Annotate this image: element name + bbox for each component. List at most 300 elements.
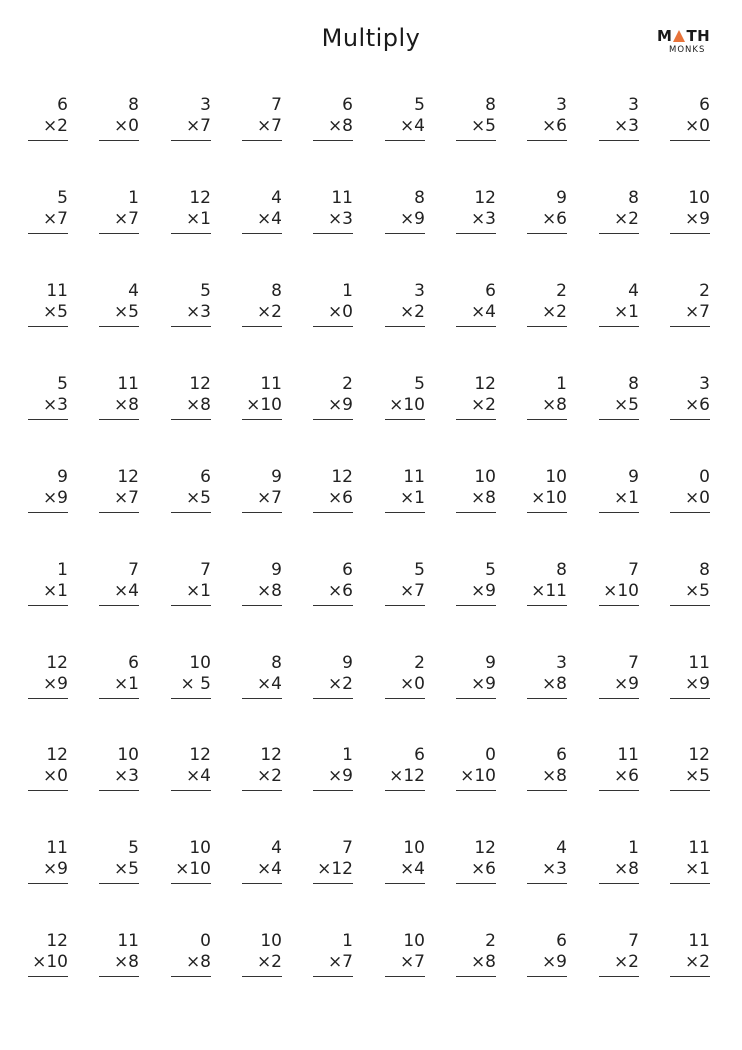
- answer-line: [313, 698, 353, 699]
- answer-line: [171, 140, 211, 141]
- multiplication-problem: [313, 281, 353, 329]
- multiplication-problem: [670, 188, 710, 236]
- multiplication-problem: [313, 838, 353, 886]
- multiplicand: 12: [46, 745, 68, 765]
- multiplication-problem: [313, 745, 353, 793]
- multiplicand: 7: [628, 560, 639, 580]
- answer-line: [385, 419, 425, 420]
- multiplicand: 12: [117, 467, 139, 487]
- multiplier: ×8: [613, 859, 639, 879]
- multiplication-problem: [99, 467, 139, 515]
- multiplication-problem: [527, 95, 567, 143]
- multiplier: ×1: [113, 674, 139, 694]
- multiplier: × 5: [180, 674, 211, 694]
- answer-line: [28, 326, 68, 327]
- answer-line: [28, 233, 68, 234]
- multiplier: ×8: [541, 766, 567, 786]
- multiplicand: 11: [117, 374, 139, 394]
- multiplication-problem: [313, 374, 353, 422]
- answer-line: [527, 419, 567, 420]
- multiplication-problem: [599, 467, 639, 515]
- answer-line: [313, 976, 353, 977]
- multiplier: ×5: [42, 302, 68, 322]
- multiplication-problem: [242, 95, 282, 143]
- multiplication-problem: [527, 281, 567, 329]
- multiplication-problem: [28, 281, 68, 329]
- multiplication-problem: [670, 374, 710, 422]
- multiplicand: 7: [200, 560, 211, 580]
- answer-line: [527, 512, 567, 513]
- multiplication-problem: [171, 653, 211, 701]
- multiplication-problem: [599, 560, 639, 608]
- multiplicand: 9: [628, 467, 639, 487]
- multiplication-problem: [385, 95, 425, 143]
- answer-line: [599, 698, 639, 699]
- answer-line: [28, 976, 68, 977]
- multiplier: ×7: [684, 302, 710, 322]
- multiplicand: 10: [117, 745, 139, 765]
- multiplication-problem: [456, 931, 496, 979]
- answer-line: [670, 976, 710, 977]
- multiplicand: 10: [688, 188, 710, 208]
- multiplicand: 8: [414, 188, 425, 208]
- multiplier: ×5: [113, 302, 139, 322]
- answer-line: [99, 512, 139, 513]
- multiplication-problem: [99, 838, 139, 886]
- multiplicand: 7: [342, 838, 353, 858]
- multiplier: ×4: [113, 581, 139, 601]
- multiplicand: 12: [46, 653, 68, 673]
- multiplier: ×9: [684, 209, 710, 229]
- answer-line: [313, 790, 353, 791]
- answer-line: [385, 976, 425, 977]
- multiplier: ×8: [470, 952, 496, 972]
- multiplier: ×7: [256, 116, 282, 136]
- answer-line: [456, 976, 496, 977]
- multiplicand: 11: [117, 931, 139, 951]
- multiplier: ×1: [185, 209, 211, 229]
- multiplier: ×10: [531, 488, 567, 508]
- multiplicand: 0: [699, 467, 710, 487]
- multiplier: ×10: [175, 859, 211, 879]
- multiplier: ×7: [327, 952, 353, 972]
- multiplier: ×10: [32, 952, 68, 972]
- multiplication-problem: [599, 95, 639, 143]
- multiplicand: 5: [485, 560, 496, 580]
- answer-line: [313, 419, 353, 420]
- multiplier: ×6: [613, 766, 639, 786]
- answer-line: [28, 790, 68, 791]
- answer-line: [527, 605, 567, 606]
- multiplier: ×2: [541, 302, 567, 322]
- multiplier: ×10: [389, 395, 425, 415]
- multiplier: ×9: [470, 581, 496, 601]
- answer-line: [670, 605, 710, 606]
- multiplication-problem: [313, 931, 353, 979]
- answer-line: [527, 976, 567, 977]
- multiplier: ×1: [684, 859, 710, 879]
- multiplication-problem: [385, 560, 425, 608]
- answer-line: [242, 326, 282, 327]
- answer-line: [242, 419, 282, 420]
- logo-word-left: M: [657, 27, 673, 45]
- multiplier: ×4: [470, 302, 496, 322]
- multiplication-problem: [242, 931, 282, 979]
- multiplier: ×5: [185, 488, 211, 508]
- multiplicand: 4: [556, 838, 567, 858]
- multiplier: ×1: [185, 581, 211, 601]
- multiplicand: 3: [699, 374, 710, 394]
- multiplication-problem: [99, 745, 139, 793]
- multiplication-problem: [242, 745, 282, 793]
- multiplicand: 12: [474, 188, 496, 208]
- answer-line: [28, 605, 68, 606]
- multiplicand: 6: [414, 745, 425, 765]
- multiplicand: 5: [414, 560, 425, 580]
- multiplication-problem: [670, 95, 710, 143]
- answer-line: [599, 883, 639, 884]
- multiplier: ×3: [113, 766, 139, 786]
- multiplication-problem: [313, 188, 353, 236]
- answer-line: [99, 419, 139, 420]
- multiplier: ×0: [42, 766, 68, 786]
- answer-line: [28, 698, 68, 699]
- multiplication-problem: [456, 467, 496, 515]
- logo-word-right: TH: [686, 27, 711, 45]
- answer-line: [670, 233, 710, 234]
- multiplicand: 4: [271, 188, 282, 208]
- multiplier: ×12: [317, 859, 353, 879]
- multiplier: ×7: [185, 116, 211, 136]
- multiplicand: 6: [57, 95, 68, 115]
- multiplier: ×2: [613, 952, 639, 972]
- multiplicand: 2: [414, 653, 425, 673]
- answer-line: [670, 326, 710, 327]
- multiplicand: 1: [342, 745, 353, 765]
- multiplicand: 12: [189, 374, 211, 394]
- multiplicand: 3: [200, 95, 211, 115]
- multiplication-problem: [456, 653, 496, 701]
- multiplier: ×4: [256, 674, 282, 694]
- multiplicand: 12: [474, 374, 496, 394]
- answer-line: [456, 326, 496, 327]
- answer-line: [456, 233, 496, 234]
- multiplicand: 10: [189, 653, 211, 673]
- multiplicand: 3: [556, 653, 567, 673]
- answer-line: [385, 883, 425, 884]
- answer-line: [670, 790, 710, 791]
- multiplication-problem: [313, 653, 353, 701]
- multiplier: ×9: [541, 952, 567, 972]
- multiplier: ×7: [113, 209, 139, 229]
- multiplicand: 10: [189, 838, 211, 858]
- answer-line: [385, 233, 425, 234]
- multiplication-problem: [385, 653, 425, 701]
- multiplication-problem: [670, 931, 710, 979]
- multiplicand: 5: [200, 281, 211, 301]
- multiplicand: 2: [699, 281, 710, 301]
- answer-line: [385, 790, 425, 791]
- answer-line: [99, 976, 139, 977]
- multiplier: ×11: [531, 581, 567, 601]
- multiplication-problem: [171, 188, 211, 236]
- answer-line: [242, 233, 282, 234]
- multiplier: ×5: [684, 766, 710, 786]
- multiplier: ×6: [684, 395, 710, 415]
- multiplier: ×2: [42, 116, 68, 136]
- multiplication-problem: [242, 560, 282, 608]
- multiplication-problem: [99, 653, 139, 701]
- multiplicand: 10: [403, 838, 425, 858]
- answer-line: [28, 140, 68, 141]
- multiplier: ×7: [256, 488, 282, 508]
- multiplier: ×2: [613, 209, 639, 229]
- answer-line: [313, 605, 353, 606]
- multiplicand: 8: [628, 188, 639, 208]
- answer-line: [313, 233, 353, 234]
- multiplication-problem: [456, 560, 496, 608]
- multiplication-problem: [385, 281, 425, 329]
- multiplier: ×6: [327, 581, 353, 601]
- multiplicand: 8: [128, 95, 139, 115]
- answer-line: [599, 976, 639, 977]
- multiplicand: 1: [57, 560, 68, 580]
- multiplier: ×4: [256, 209, 282, 229]
- multiplier: ×8: [185, 395, 211, 415]
- answer-line: [313, 883, 353, 884]
- answer-line: [99, 605, 139, 606]
- answer-line: [171, 233, 211, 234]
- multiplier: ×7: [42, 209, 68, 229]
- answer-line: [599, 419, 639, 420]
- answer-line: [670, 883, 710, 884]
- multiplier: ×5: [613, 395, 639, 415]
- multiplier: ×2: [256, 302, 282, 322]
- answer-line: [670, 140, 710, 141]
- multiplicand: 11: [260, 374, 282, 394]
- multiplicand: 1: [128, 188, 139, 208]
- multiplicand: 6: [200, 467, 211, 487]
- multiplication-problem: [527, 838, 567, 886]
- multiplication-problem: [670, 745, 710, 793]
- multiplicand: 5: [128, 838, 139, 858]
- multiplicand: 0: [200, 931, 211, 951]
- multiplication-problem: [171, 838, 211, 886]
- multiplication-problem: [313, 95, 353, 143]
- answer-line: [28, 419, 68, 420]
- multiplication-problem: [313, 560, 353, 608]
- answer-line: [527, 233, 567, 234]
- multiplicand: 11: [331, 188, 353, 208]
- answer-line: [242, 976, 282, 977]
- multiplication-problem: [599, 838, 639, 886]
- multiplicand: 11: [688, 931, 710, 951]
- answer-line: [385, 605, 425, 606]
- multiplication-problem: [670, 467, 710, 515]
- multiplier: ×2: [256, 952, 282, 972]
- multiplier: ×3: [42, 395, 68, 415]
- multiplication-problem: [242, 838, 282, 886]
- multiplier: ×0: [684, 488, 710, 508]
- multiplication-problem: [670, 281, 710, 329]
- multiplier: ×2: [327, 674, 353, 694]
- multiplier: ×0: [327, 302, 353, 322]
- multiplier: ×3: [327, 209, 353, 229]
- multiplicand: 8: [699, 560, 710, 580]
- multiplier: ×7: [399, 581, 425, 601]
- multiplier: ×2: [399, 302, 425, 322]
- answer-line: [599, 233, 639, 234]
- multiplication-problem: [599, 653, 639, 701]
- answer-line: [456, 140, 496, 141]
- answer-line: [28, 883, 68, 884]
- multiplicand: 6: [556, 931, 567, 951]
- answer-line: [171, 605, 211, 606]
- multiplier: ×9: [399, 209, 425, 229]
- multiplicand: 3: [556, 95, 567, 115]
- multiplicand: 10: [403, 931, 425, 951]
- multiplier: ×9: [327, 766, 353, 786]
- multiplier: ×1: [399, 488, 425, 508]
- multiplicand: 11: [688, 838, 710, 858]
- multiplier: ×1: [613, 488, 639, 508]
- answer-line: [99, 326, 139, 327]
- answer-line: [242, 883, 282, 884]
- multiplication-problem: [171, 560, 211, 608]
- answer-line: [99, 790, 139, 791]
- multiplier: ×9: [42, 488, 68, 508]
- multiplier: ×9: [42, 674, 68, 694]
- multiplication-problem: [242, 467, 282, 515]
- multiplicand: 6: [342, 560, 353, 580]
- answer-line: [171, 512, 211, 513]
- multiplicand: 12: [331, 467, 353, 487]
- multiplicand: 8: [485, 95, 496, 115]
- multiplicand: 12: [260, 745, 282, 765]
- answer-line: [527, 140, 567, 141]
- answer-line: [242, 790, 282, 791]
- answer-line: [527, 883, 567, 884]
- multiplicand: 1: [342, 931, 353, 951]
- multiplicand: 9: [271, 467, 282, 487]
- multiplication-problem: [28, 653, 68, 701]
- multiplier: ×10: [603, 581, 639, 601]
- multiplication-problem: [171, 374, 211, 422]
- multiplicand: 9: [57, 467, 68, 487]
- multiplicand: 11: [617, 745, 639, 765]
- multiplier: ×6: [470, 859, 496, 879]
- multiplier: ×0: [113, 116, 139, 136]
- multiplicand: 9: [485, 653, 496, 673]
- answer-line: [599, 790, 639, 791]
- multiplicand: 2: [485, 931, 496, 951]
- multiplication-problem: [385, 374, 425, 422]
- multiplier: ×4: [256, 859, 282, 879]
- multiplicand: 3: [414, 281, 425, 301]
- answer-line: [527, 790, 567, 791]
- multiplication-problem: [99, 374, 139, 422]
- answer-line: [313, 512, 353, 513]
- answer-line: [242, 140, 282, 141]
- multiplier: ×4: [185, 766, 211, 786]
- multiplicand: 11: [403, 467, 425, 487]
- multiplicand: 6: [342, 95, 353, 115]
- multiplicand: 12: [688, 745, 710, 765]
- multiplicand: 12: [46, 931, 68, 951]
- answer-line: [670, 698, 710, 699]
- multiplication-problem: [670, 838, 710, 886]
- multiplier: ×5: [470, 116, 496, 136]
- multiplier: ×9: [613, 674, 639, 694]
- multiplication-problem: [599, 745, 639, 793]
- multiplication-problem: [670, 653, 710, 701]
- multiplier: ×4: [399, 116, 425, 136]
- multiplication-problem: [599, 188, 639, 236]
- multiplication-problem: [99, 281, 139, 329]
- multiplicand: 9: [556, 188, 567, 208]
- answer-line: [171, 976, 211, 977]
- multiplication-problem: [456, 745, 496, 793]
- multiplier: ×2: [470, 395, 496, 415]
- answer-line: [28, 512, 68, 513]
- logo-subtitle: MONKS: [669, 45, 706, 55]
- multiplier: ×8: [113, 395, 139, 415]
- multiplier: ×5: [113, 859, 139, 879]
- multiplicand: 4: [628, 281, 639, 301]
- multiplier: ×8: [185, 952, 211, 972]
- multiplication-problem: [99, 95, 139, 143]
- multiplier: ×10: [246, 395, 282, 415]
- multiplier: ×7: [399, 952, 425, 972]
- multiplication-problem: [599, 931, 639, 979]
- answer-line: [456, 790, 496, 791]
- multiplicand: 8: [556, 560, 567, 580]
- multiplication-problem: [385, 188, 425, 236]
- multiplication-problem: [171, 467, 211, 515]
- multiplicand: 9: [271, 560, 282, 580]
- multiplication-problem: [670, 560, 710, 608]
- answer-line: [99, 883, 139, 884]
- multiplication-problem: [171, 931, 211, 979]
- multiplicand: 5: [57, 374, 68, 394]
- multiplication-problem: [28, 95, 68, 143]
- multiplicand: 8: [271, 653, 282, 673]
- multiplication-problem: [28, 560, 68, 608]
- multiplicand: 11: [688, 653, 710, 673]
- multiplication-problem: [385, 931, 425, 979]
- multiplier: ×2: [684, 952, 710, 972]
- multiplication-problem: [28, 931, 68, 979]
- multiplication-problem: [28, 745, 68, 793]
- multiplicand: 8: [628, 374, 639, 394]
- multiplication-problem: [527, 653, 567, 701]
- multiplication-problem: [456, 374, 496, 422]
- multiplication-problem: [171, 745, 211, 793]
- answer-line: [599, 512, 639, 513]
- multiplicand: 7: [628, 931, 639, 951]
- multiplicand: 10: [260, 931, 282, 951]
- multiplication-problem: [527, 188, 567, 236]
- multiplier: ×8: [470, 488, 496, 508]
- multiplicand: 5: [57, 188, 68, 208]
- answer-line: [456, 419, 496, 420]
- multiplicand: 12: [189, 745, 211, 765]
- multiplicand: 4: [271, 838, 282, 858]
- multiplier: ×10: [460, 766, 496, 786]
- answer-line: [456, 698, 496, 699]
- answer-line: [171, 790, 211, 791]
- multiplication-problem: [385, 467, 425, 515]
